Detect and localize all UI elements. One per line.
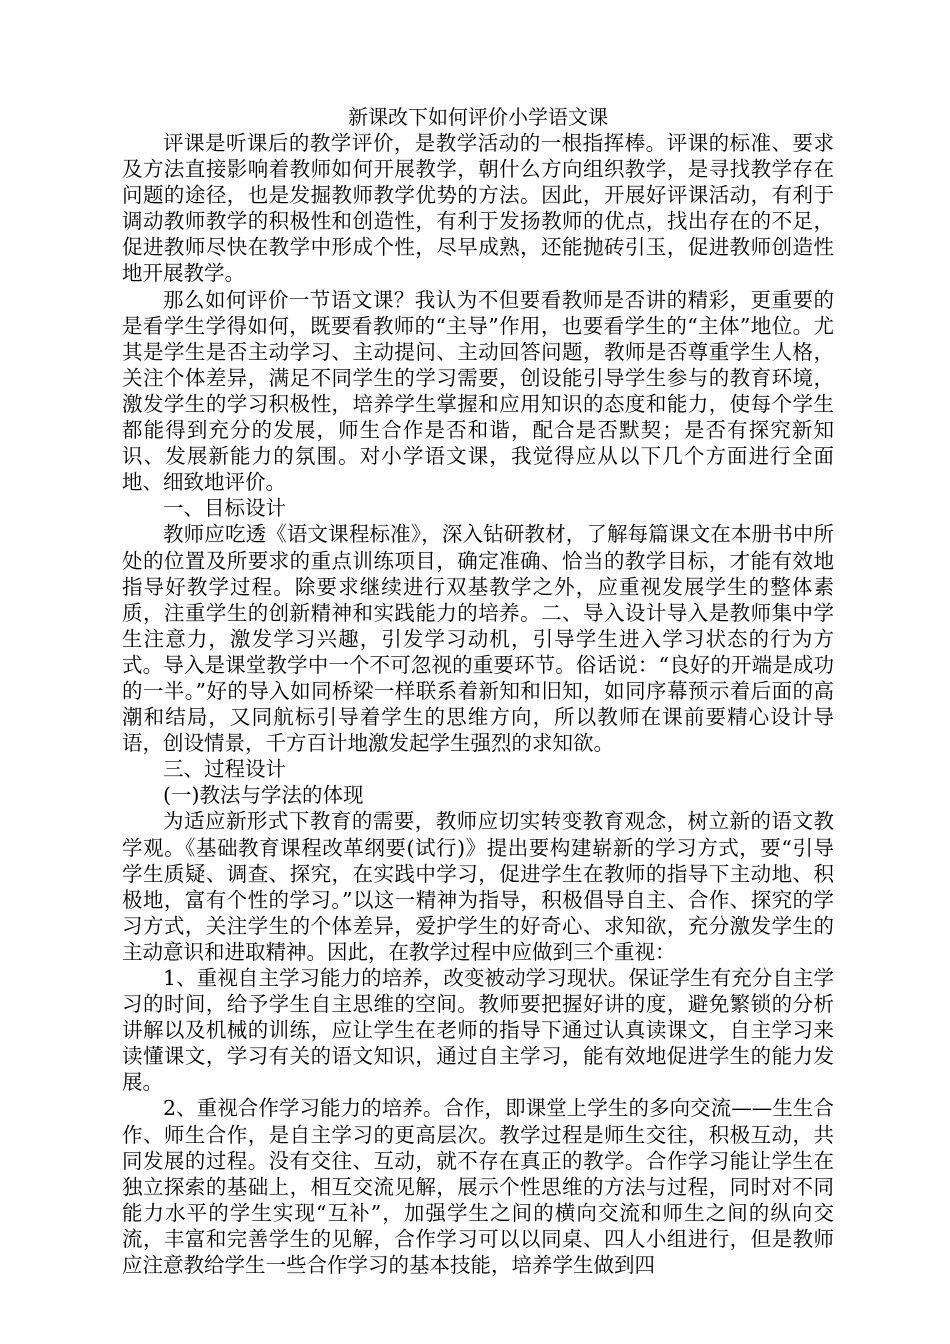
paragraph-cooperative-learning: 2、重视合作学习能力的培养。合作，即课堂上学生的多向交流——生生合作、师生合作，是自主学习的更高层次。教学过程是师生交往，积极互动，共同发展的过程。没有交往、互动，就不存在真正的教学。合作学习能让学生在独立探索的基础上，相互交流见解，展示个性思维的方法与过程，同时对不同能力水平的学生实现“互补”，加强学生之间的横向交流和师生之间的纵向交流，丰富和完善学生的见解，合作学习可以以同桌、四人小组进行，但是教师应注意教给学生一些合作学习的基本技能，培养学生做到四 [122, 1096, 834, 1278]
paragraph-how-to-evaluate: 那么如何评价一节语文课？我认为不但要看教师是否讲的精彩，更重要的是看学生学得如何，既要看教师的“主导”作用，也要看学生的“主体”地位。尤其是学生是否主动学习、主动提问、主动回答问题，教师是否尊重学生人格，关注个体差异，满足不同学生的学习需要，创设能引导学生参与的教育环境，激发学生的学习积极性，培养学生掌握和应用知识的态度和能力，使每个学生都能得到充分的发展，师生合作是否和谐，配合是否默契；是否有探究新知识、发展新能力的氛围。对小学语文课，我觉得应从以下几个方面进行全面地、细致地评价。 [122, 287, 834, 495]
subsection-heading-methods: (一)教法与学法的体现 [163, 783, 364, 808]
document-title: 新课改下如何评价小学语文课 [348, 105, 608, 129]
section-heading-goal-design: 一、目标设计 [163, 496, 286, 521]
document-page [122, 104, 834, 1278]
paragraph-self-learning: 1、重视自主学习能力的培养，改变被动学习现状。保证学生有充分自主学习的时间，给予学生自主思维的空间。教师要把握好讲的度，避免繁锁的分析讲解以及机械的训练，应让学生在老师的指导下通过认真读课文，自主学习来读懂课文，学习有关的语文知识，通过自主学习，能有效地促进学生的能力发展。 [122, 966, 834, 1095]
section-heading-process-design: 三、过程设计 [163, 757, 286, 782]
paragraph-goal-design: 教师应吃透《语文课程标准》，深入钻研教材，了解每篇课文在本册书中所处的位置及所要求的重点训练项目，确定准确、恰当的教学目标，才能有效地指导好教学过程。除要求继续进行双基教学之外，应重视发展学生的整体素质，注重学生的创新精神和实践能力的培养。二、导入设计导入是教师集中学生注意力，激发学习兴趣，引发学习动机，引导学生进入学习状态的行为方式。导入是课堂教学中一个不可忽视的重要环节。俗话说：“良好的开端是成功的一半。”好的导入如同桥梁一样联系着新知和旧知，如同序幕预示着后面的高潮和结局，又同航标引导着学生的思维方向，所以教师在课前要精心设计导语，创设情景，千方百计地激发起学生强烈的求知欲。 [122, 522, 834, 756]
paragraph-intro: 评课是听课后的教学评价，是教学活动的一根指挥棒。评课的标准、要求及方法直接影响着教师如何开展教学，朝什么方向组织教学，是寻找教学存在问题的途径，也是发掘教师教学优势的方法。因此，开展好评课活动，有利于调动教师教学的积极性和创造性，有利于发扬教师的优点，找出存在的不足，促进教师尽快在教学中形成个性，尽早成熟，还能抛砖引玉，促进教师创造性地开展教学。 [122, 131, 834, 286]
paragraph-methods: 为适应新形式下教育的需要，教师应切实转变教育观念，树立新的语文教学观。《基础教育课程改革纲要(试行)》提出要构建崭新的学习方式，要“引导学生质疑、调查、探究，在实践中学习，促进学生在教师的指导下主动地、积极地，富有个性的学习。”以这一精神为指导，积极倡导自主、合作、探究的学习方式，关注学生的个体差异，爱护学生的好奇心、求知欲，充分激发学生的主动意识和进取精神。因此，在教学过程中应做到三个重视： [122, 809, 834, 964]
